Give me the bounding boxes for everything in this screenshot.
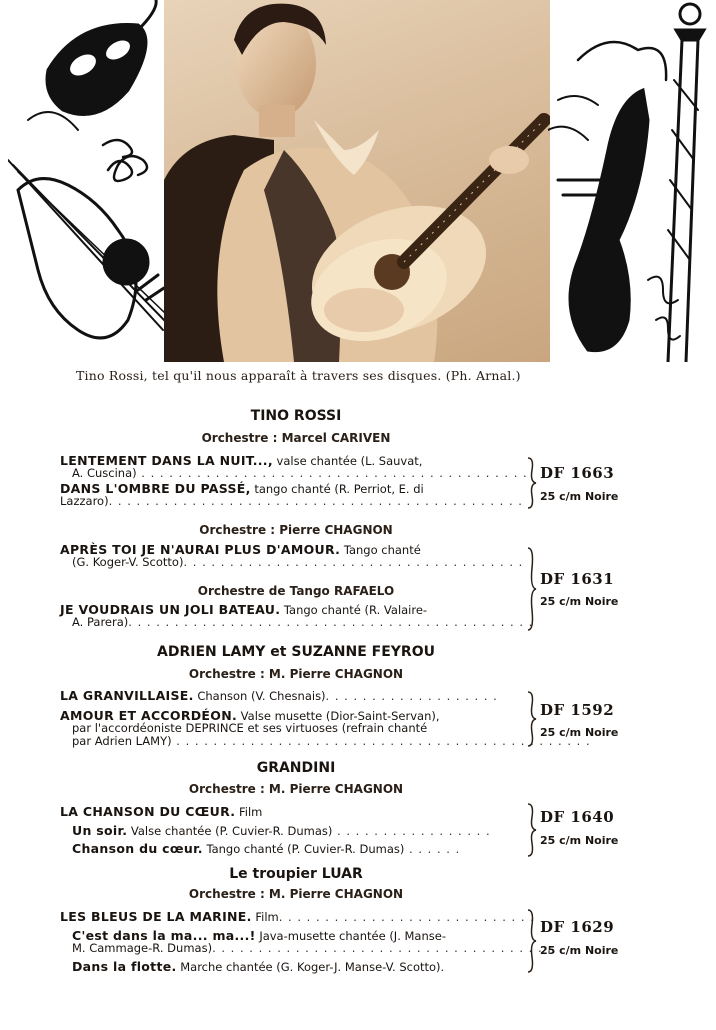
photo-caption: Tino Rossi, tel qu'il nous apparaît à travers ses disques. (Ph. Arnal.) [76,368,521,383]
brace [524,908,538,974]
right-illustration [548,0,714,362]
leader-dots: . . . . . . . . . . . . . . . . . . . . . . . . . . . . . . . . . . . . . . . . . . . . . [171,734,591,748]
orchestra-line: Orchestre : Marcel CARIVEN [201,431,391,445]
leader-dots: . . . . . . . . . . . . . . . . . . . . . . . . . . . . . . . . . . . . . [212,941,552,955]
song-credits: M. Cammage-R. Dumas) [72,941,213,955]
catalog-number: DF 1663 [540,464,615,482]
record-format: 25 c/m Noire [540,595,619,608]
song-detail: tango chanté (R. Perriot, E. di [254,482,424,496]
song-credits: par l'accordéoniste DEPRINCE et ses virtuoses (refrain chanté [72,721,428,735]
song-entry [72,824,491,838]
song-title: Un soir. [72,823,128,838]
song-entry [60,805,262,819]
song-detail: Tango chanté (P. Cuvier-R. Dumas) [206,842,405,856]
leader-dots: . . . . . . . . . . . . . . . . . . . . . . . . . . . . . . . . . . . . . . . . . . . . . [108,494,523,508]
song-title: APRÈS TOI JE N'AURAI PLUS D'AMOUR. [60,542,341,557]
brace [524,690,538,748]
artist-heading: TINO ROSSI [250,408,342,424]
catalog-number: DF 1631 [540,570,615,588]
song-title: DANS L'OMBRE DU PASSÉ, [60,481,251,496]
brace [524,802,538,858]
song-entry [72,960,444,974]
left-illustration [8,0,166,362]
song-entry [72,842,460,856]
catalog-number: DF 1592 [540,701,615,719]
leader-dots: . . . . . . . . . . . . . . . . . . . . . . . . . . . . . . . . . . . . . . . . . . . . [128,615,534,629]
leader-dots: . . . . . . . . . . . . . . . . . . . . . . . . . . . . [278,910,535,924]
orchestra-line: Orchestre : M. Pierre CHAGNON [188,887,404,901]
song-title: JE VOUDRAIS UN JOLI BATEAU. [60,602,281,617]
song-credits: par Adrien LAMY) [72,734,172,748]
song-detail: Marche chantée (G. Koger-J. Manse-V. Scotto). [180,960,445,974]
song-detail: Film [238,805,263,819]
record-format: 25 c/m Noire [540,726,619,739]
song-detail: Tango chanté [343,543,421,557]
song-title: LES BLEUS DE LA MARINE. [60,909,252,924]
leader-dots: . . . . . . [404,842,461,856]
song-title: Dans la flotte. [72,959,177,974]
song-title: LENTEMENT DANS LA NUIT..., [60,453,273,468]
song-title: LA CHANSON DU CŒUR. [60,804,236,819]
song-credits: A. Cuscina) [72,466,137,480]
song-entry [60,910,535,924]
song-credits: A. Parera) [72,615,129,629]
song-detail: Film [255,910,279,924]
artist-heading: ADRIEN LAMY et SUZANNE FEYROU [157,644,435,660]
song-detail: Valse musette (Dior-Saint-Servan), [240,709,440,723]
song-detail: valse chantée (L. Sauvat, [276,454,423,468]
artist-heading: Le troupier LUAR [229,866,363,882]
brace [524,546,538,632]
catalog-number: DF 1640 [540,808,615,826]
leader-dots: . . . . . . . . . . . . . . . . . . . . . . . . . . . . . . . . . . . . . . . . . . [136,466,528,480]
record-format: 25 c/m Noire [540,490,619,503]
leader-dots: . . . . . . . . . . . . . . . . . . . [325,689,498,703]
song-entry-continued [72,942,552,955]
song-entry-continued [60,495,523,508]
song-detail: Valse chantée (P. Cuvier-R. Dumas) [130,824,333,838]
song-entry-continued [60,556,523,569]
song-credits: Lazzaro) [60,494,109,508]
leader-dots: . . . . . . . . . . . . . . . . . [332,824,491,838]
song-title: LA GRANVILLAISE. [60,688,194,703]
leader-dots: . . . . . . . . . . . . . . . . . . . . . . . . . . . . . . . . . . . . . [183,555,524,569]
record-format: 25 c/m Noire [540,834,619,847]
artist-heading: GRANDINI [256,760,336,776]
song-title: AMOUR ET ACCORDÉON. [60,708,238,723]
song-entry [60,689,498,703]
brace [524,456,538,510]
catalog-number: DF 1629 [540,918,615,936]
song-title: Chanson du cœur. [72,841,203,856]
song-entry-continued [60,467,528,480]
song-entry-continued [60,735,591,748]
song-entry-continued [60,616,533,629]
song-title: C'est dans la ma... ma...! [72,928,256,943]
orchestra-line: Orchestre : M. Pierre CHAGNON [188,782,404,796]
song-detail: Java-musette chantée (J. Manse- [259,929,446,943]
song-detail: Chanson (V. Chesnais) [197,689,326,703]
tino-rossi-photo [164,0,550,362]
orchestra-line: Orchestre : Pierre CHAGNON [199,523,393,537]
orchestra-line: Orchestre : M. Pierre CHAGNON [188,667,404,681]
song-credits: (G. Koger-V. Scotto) [72,555,184,569]
song-detail: Tango chanté (R. Valaire- [283,603,428,617]
record-format: 25 c/m Noire [540,944,619,957]
orchestra-line: Orchestre de Tango RAFAELO [197,584,395,598]
